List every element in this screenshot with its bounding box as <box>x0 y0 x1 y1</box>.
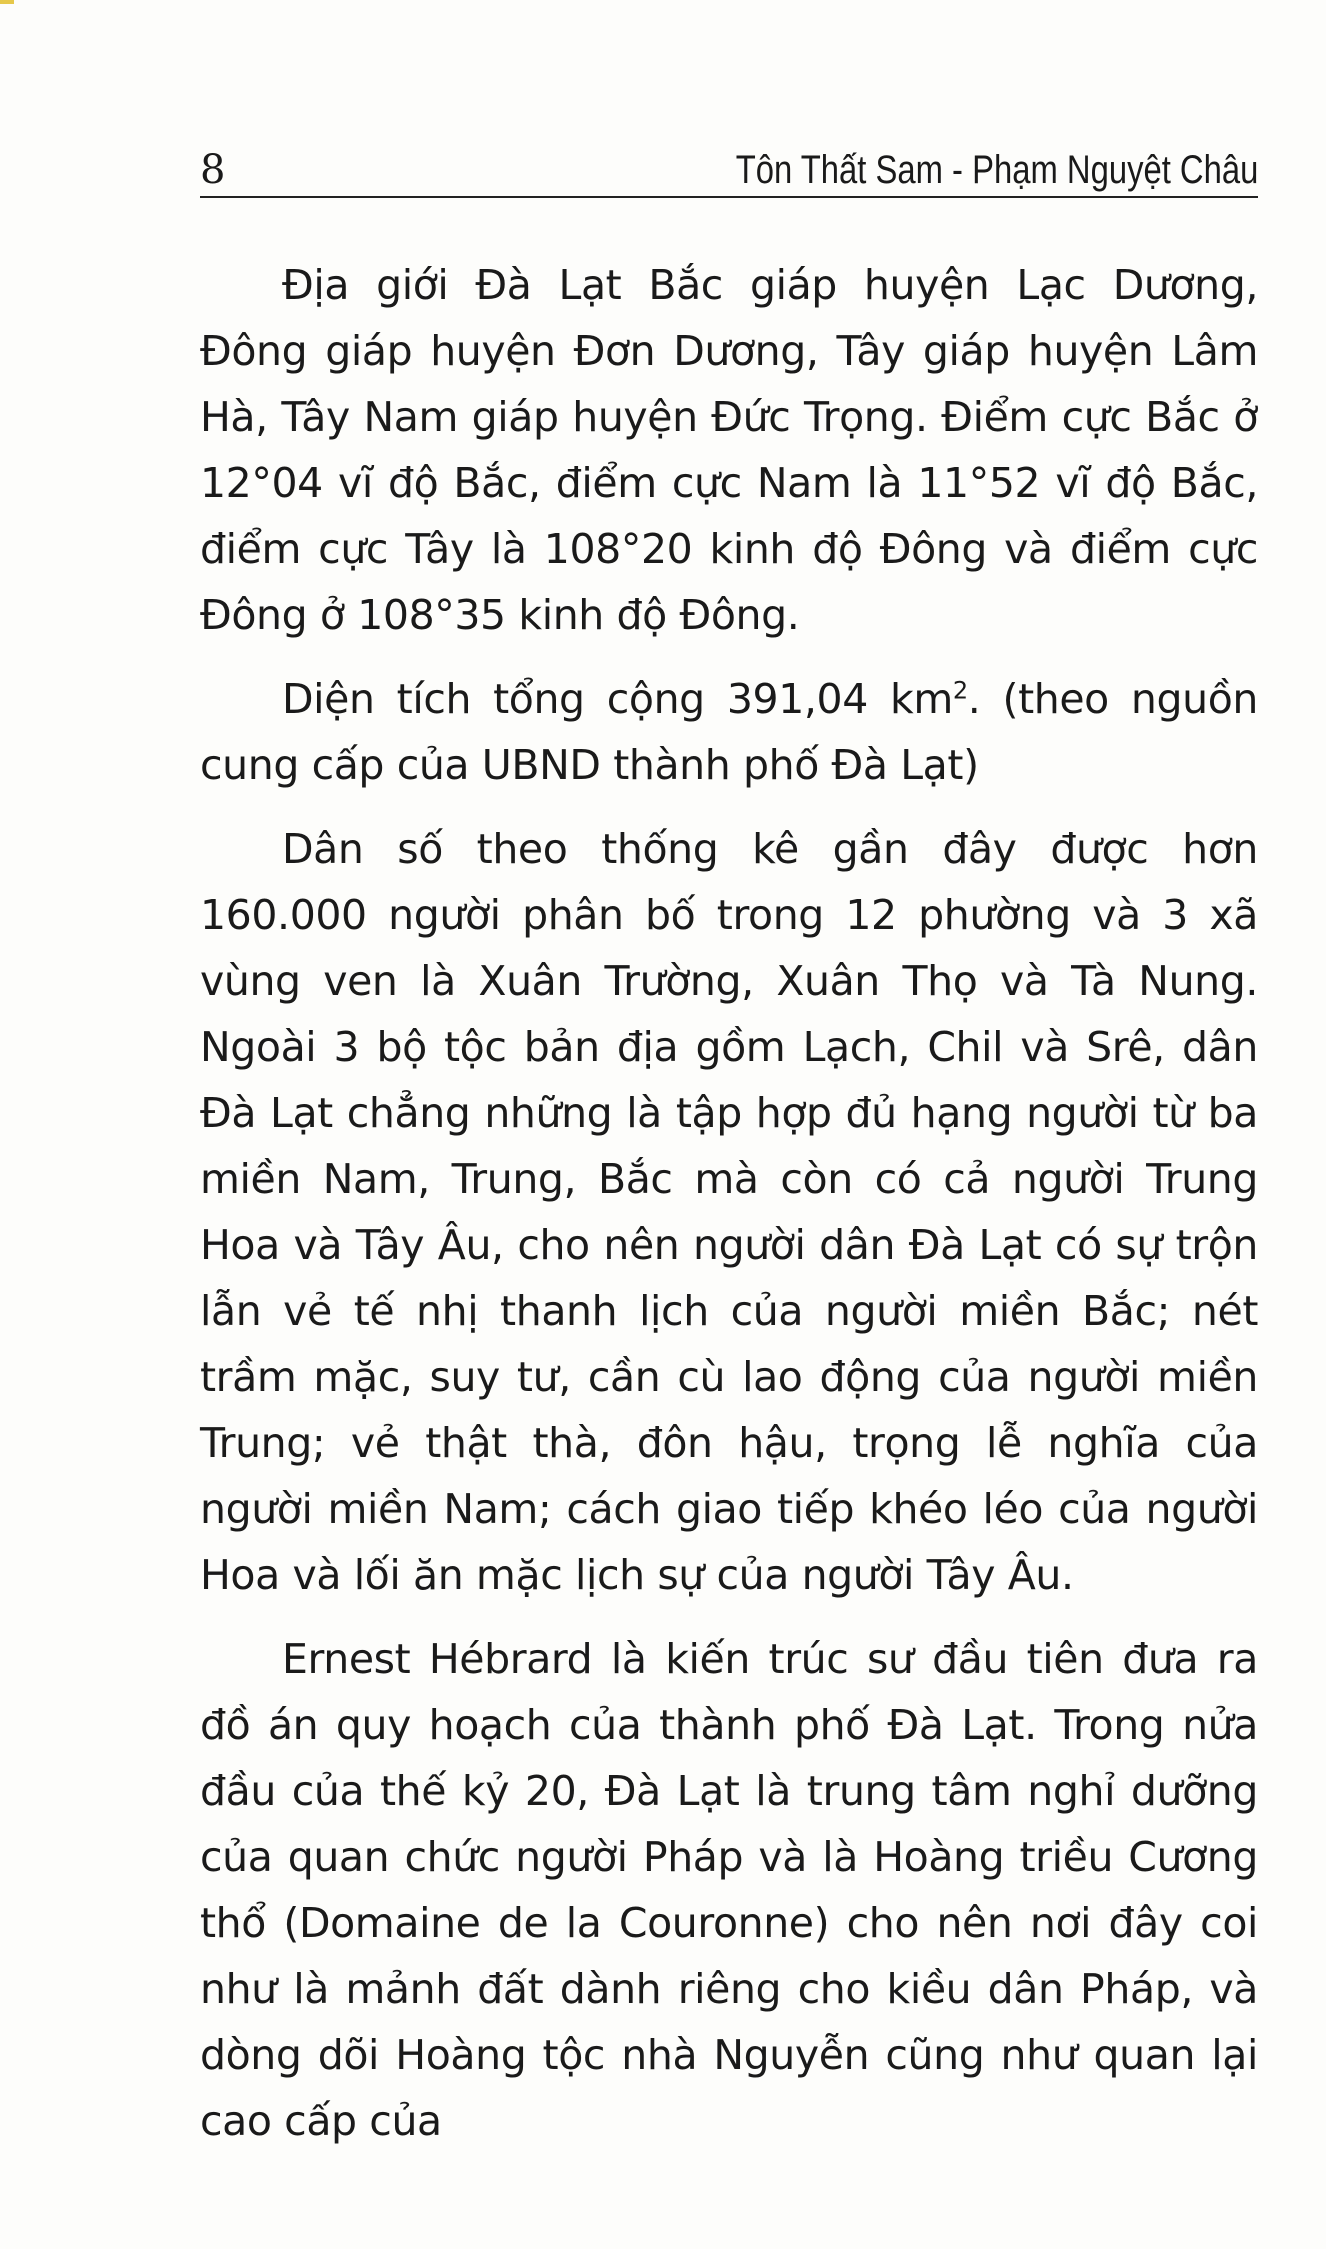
body-text <box>200 252 1258 2172</box>
area-unit-superscript: 2 <box>952 676 968 705</box>
paragraph-hebrard: Ernest Hébrard là kiến trúc sư đầu tiên đưa ra đồ án quy hoạch của thành phố Đà Lạt. Trong nửa đầu của thế kỷ 20, Đà Lạt là trung tâm nghỉ dưỡng của quan chức người Pháp và là Hoàng triều Cương thổ (Domaine de la Couronne) cho nên nơi đây coi như là mảnh đất dành riêng cho kiều dân Pháp, và dòng dõi Hoàng tộc nhà Nguyễn cũng như quan lại cao cấp của <box>200 1635 1258 2145</box>
paragraph-population: Dân số theo thống kê gần đây được hơn 160.000 người phân bố trong 12 phường và 3 xã vùng ven là Xuân Trường, Xuân Thọ và Tà Nung. Ngoài 3 bộ tộc bản địa gồm Lạch, Chil và Srê, dân Đà Lạt chẳng những là tập hợp đủ hạng người từ ba miền Nam, Trung, Bắc mà còn có cả người Trung Hoa và Tây Âu, cho nên người dân Đà Lạt có sự trộn lẫn vẻ tế nhị thanh lịch của người miền Bắc; nét trầm mặc, suy tư, cần cù lao động của người miền Trung; vẻ thật thà, đôn hậu, trọng lễ nghĩa của người miền Nam; cách giao tiếp khéo léo của người Hoa và lối ăn mặc lịch sự của người Tây Âu. <box>200 825 1258 1599</box>
paragraph-area <box>200 666 1258 798</box>
scan-edge-mark <box>0 0 14 4</box>
paragraph-boundaries: Địa giới Đà Lạt Bắc giáp huyện Lạc Dương, Đông giáp huyện Đơn Dương, Tây giáp huyện Lâm Hà, Tây Nam giáp huyện Đức Trọng. Điểm cực Bắc ở 12°04 vĩ độ Bắc, điểm cực Nam là 11°52 vĩ độ Bắc, điểm cực Tây là 108°20 kinh độ Đông và điểm cực Đông ở 108°35 kinh độ Đông. <box>200 261 1258 639</box>
area-text-end: . (theo nguồn cung cấp của UBND thành phố Đà Lạt) <box>200 675 1258 789</box>
running-head-authors: Tôn Thất Sam - Phạm Nguyệt Châu <box>735 148 1258 192</box>
page-number: 8 <box>200 147 226 193</box>
area-text-start: Diện tích tổng cộng 391,04 km <box>282 675 953 723</box>
page-header <box>200 138 1258 198</box>
